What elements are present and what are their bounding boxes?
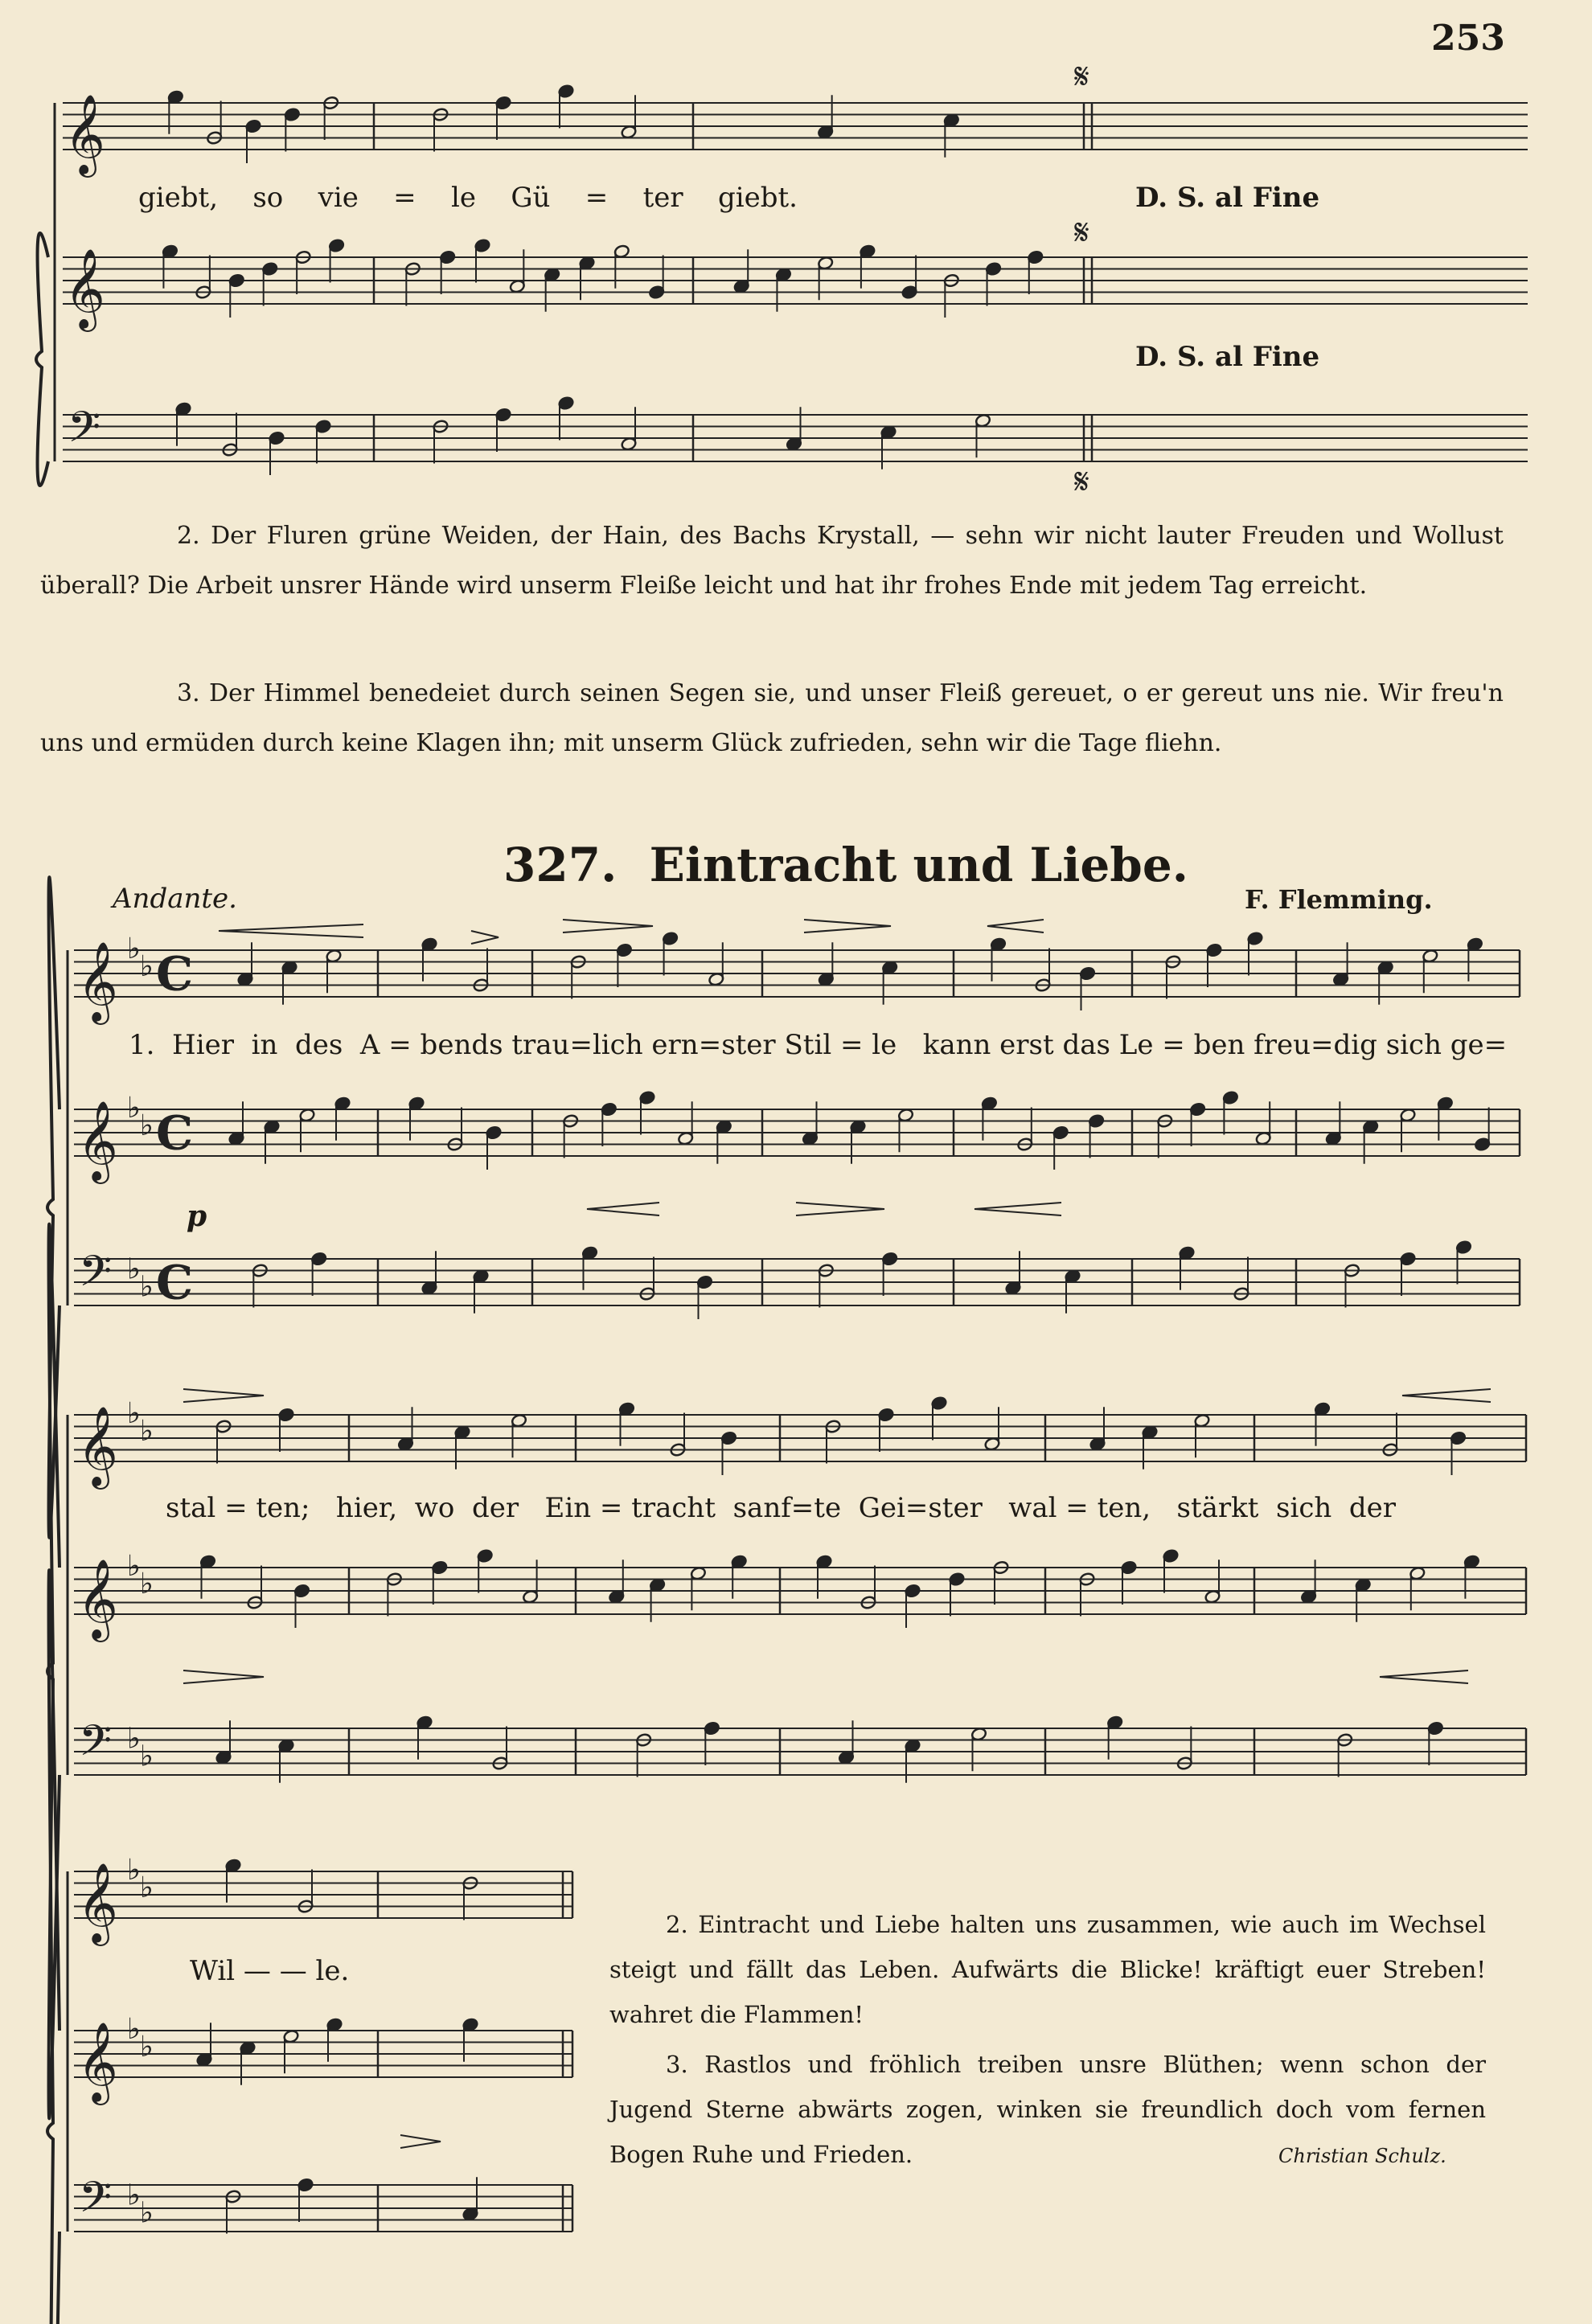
lyric-word: Gü bbox=[511, 182, 551, 214]
verse-text: Eintracht und Liebe halten uns zusammen, wie auch im Wechsel steigt und fällt das Leben. Aufwärts die Blicke! kräftigt euer Streben! wahret die Flammen! bbox=[609, 1911, 1486, 2028]
poet-credit: Christian Schulz. bbox=[1278, 2145, 1446, 2167]
decrescendo bbox=[471, 931, 499, 944]
segno-sign: 𝄋 bbox=[1074, 461, 1089, 502]
verse-number: 3. bbox=[177, 679, 200, 707]
treble-clef: 𝄞 bbox=[64, 94, 105, 174]
verse-number: 2. bbox=[666, 1911, 688, 1938]
crescendo bbox=[587, 1203, 659, 1215]
crescendo bbox=[987, 920, 1044, 932]
flat-sign: ♭ bbox=[127, 1397, 141, 1430]
treble-clef: 𝄞 bbox=[77, 1406, 118, 1486]
flat-sign: ♭ bbox=[127, 1092, 141, 1125]
verse-text: Der Fluren grüne Weiden, der Hain, des Bachs Krystall, — sehn wir nicht lauter Freuden und Wollust überall? Die Arbeit unsrer Hände wird unserm Fleiße leicht und hat ihr frohes Ende mit jedem Tag erreicht. bbox=[40, 522, 1504, 600]
treble-clef: 𝄞 bbox=[77, 1559, 118, 1639]
flat-sign: ♭ bbox=[127, 2013, 141, 2046]
ds-al-fine-middle: D. S. al Fine bbox=[1135, 341, 1320, 373]
flat-sign: ♭ bbox=[140, 2030, 154, 2064]
dynamic-piano: p bbox=[187, 1199, 207, 1233]
flat-sign: ♭ bbox=[127, 1550, 141, 1583]
song-title bbox=[503, 838, 1188, 892]
prev-verse-2 bbox=[40, 511, 1504, 611]
bass-clef: 𝄢 bbox=[79, 2173, 113, 2233]
verse-number: 2. bbox=[177, 522, 200, 550]
lyric-word: = bbox=[585, 182, 609, 214]
flat-sign: ♭ bbox=[140, 1414, 154, 1448]
flat-sign: ♭ bbox=[127, 1854, 141, 1887]
crescendo bbox=[974, 1203, 1061, 1215]
flat-sign: ♭ bbox=[140, 1109, 154, 1142]
ds-al-fine-upper: D. S. al Fine bbox=[1135, 182, 1320, 214]
tempo-marking: Andante. bbox=[113, 883, 237, 915]
treble-clef: 𝄞 bbox=[77, 1101, 118, 1181]
crescendo bbox=[1402, 1389, 1491, 1402]
decrescendo bbox=[183, 1389, 264, 1402]
flat-sign: ♭ bbox=[140, 1871, 154, 1904]
verse-text: Rastlos und fröhlich treiben unsre Blüthen; wenn schon der Jugend Sterne abwärts zogen, winken sie freundlich doch vom fernen Bogen Ruhe und Frieden. bbox=[609, 2051, 1487, 2168]
system2-lyrics: stal = ten; hier, wo der Ein = tracht sanf=te Gei=ster wal = ten, stärkt sich der bbox=[166, 1492, 1397, 1524]
system3-lyrics: Wil — — le. bbox=[190, 1955, 350, 1987]
decrescendo bbox=[796, 1203, 884, 1215]
decrescendo bbox=[400, 2135, 441, 2148]
flat-sign: ♭ bbox=[140, 1740, 154, 1773]
flat-sign: ♭ bbox=[127, 932, 141, 965]
flat-sign: ♭ bbox=[127, 1252, 141, 1286]
bass-clef: 𝄢 bbox=[68, 403, 101, 463]
prev-verse-3 bbox=[40, 669, 1504, 769]
bass-clef: 𝄢 bbox=[79, 1716, 113, 1777]
time-signature: C bbox=[156, 946, 194, 1002]
flat-sign: ♭ bbox=[127, 1722, 141, 1756]
decrescendo bbox=[563, 920, 653, 932]
bass-clef: 𝄢 bbox=[79, 1247, 113, 1307]
song-number: 327. bbox=[503, 838, 618, 892]
flat-sign: ♭ bbox=[140, 2196, 154, 2230]
lyric-word: giebt, bbox=[138, 182, 218, 214]
treble-clef: 𝄞 bbox=[77, 941, 118, 1022]
top-lyrics bbox=[138, 182, 798, 214]
crescendo bbox=[1380, 1670, 1468, 1683]
lyric-word: vie bbox=[318, 182, 359, 214]
decrescendo bbox=[804, 920, 891, 932]
lyric-word: giebt. bbox=[717, 182, 798, 214]
treble-clef: 𝄞 bbox=[77, 2022, 118, 2102]
time-signature: C bbox=[156, 1255, 194, 1310]
flat-sign: ♭ bbox=[127, 2178, 141, 2212]
segno-sign: 𝄋 bbox=[1074, 212, 1089, 253]
decrescendo bbox=[183, 1670, 264, 1683]
system1-lyrics: 1. Hier in des A = bends trau=lich ern=ster Stil = le kann erst das Le = ben freu=dig sich ge= bbox=[129, 1029, 1508, 1061]
song-title-text: Eintracht und Liebe. bbox=[649, 838, 1188, 892]
system-brace bbox=[36, 233, 48, 486]
segno-sign: 𝄋 bbox=[1074, 56, 1089, 97]
time-signature: C bbox=[156, 1105, 194, 1161]
lyric-word: so bbox=[252, 182, 284, 214]
treble-clef: 𝄞 bbox=[77, 1863, 118, 1943]
flat-sign: ♭ bbox=[140, 1567, 154, 1601]
flat-sign: ♭ bbox=[140, 1270, 154, 1304]
lyric-word: le bbox=[451, 182, 476, 214]
flat-sign: ♭ bbox=[140, 949, 154, 983]
verse-number: 3. bbox=[666, 2051, 688, 2078]
composer: F. Flemming. bbox=[1245, 884, 1433, 915]
verse-2 bbox=[609, 1902, 1486, 2037]
verse-text: Der Himmel benedeiet durch seinen Segen sie, und unser Fleiß gereuet, o er gereut uns nie. Wir freu'n uns und ermüden durch keine Klagen ihn; mit unserm Glück zufrieden, sehn wir die Tage fliehn. bbox=[40, 679, 1504, 757]
treble-clef: 𝄞 bbox=[64, 248, 105, 329]
lyric-word: = bbox=[393, 182, 416, 214]
page-number: 253 bbox=[1431, 18, 1505, 59]
crescendo bbox=[219, 924, 363, 937]
lyric-word: ter bbox=[642, 182, 683, 214]
